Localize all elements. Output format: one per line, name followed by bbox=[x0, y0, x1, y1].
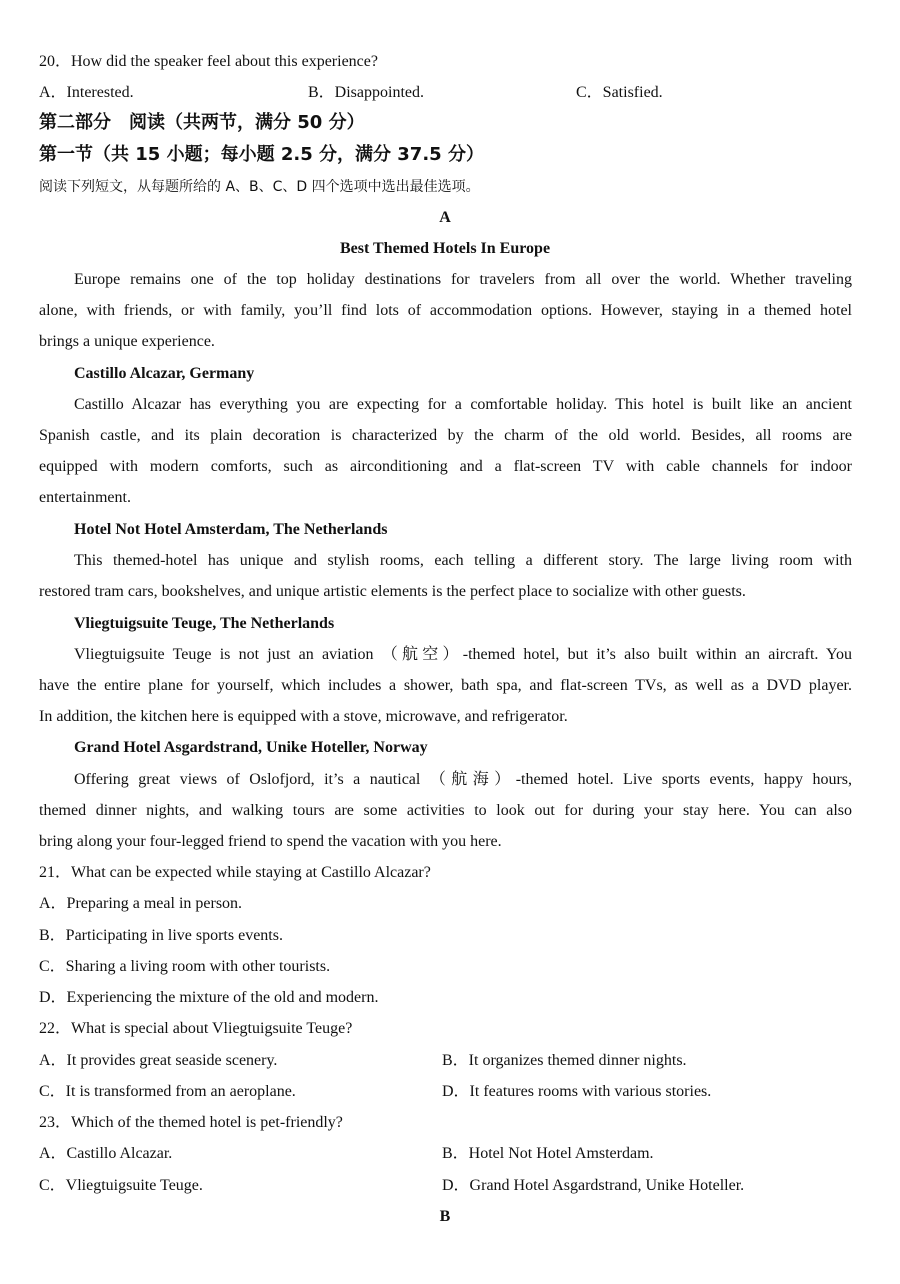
hotel-text: In addition, the kitchen here is equipped with a stove, microwave, and refrigerator. bbox=[39, 708, 568, 725]
q23-option-c: C．Vliegtuigsuite Teuge. bbox=[39, 1177, 203, 1194]
hotel-text: entertainment. bbox=[39, 489, 131, 506]
q20-option-a: A．Interested. bbox=[39, 84, 134, 101]
q22-option-d: D．It features rooms with various stories. bbox=[442, 1083, 712, 1100]
q21-option-c: C．Sharing a living room with other tourists. bbox=[39, 958, 331, 975]
hotel-heading: Grand Hotel Asgardstrand, Unike Hoteller, Norway bbox=[74, 739, 428, 756]
hotel-text: restored tram cars, bookshelves, and unique artistic elements is the perfect place to socialize with other guests. bbox=[39, 583, 746, 600]
q22-option-c: C．It is transformed from an aeroplane. bbox=[39, 1083, 296, 1100]
hotel-text: Vliegtuigsuite Teuge is not just an aviation （航空）-themed hotel, but it’s also built within an aircraft. You bbox=[74, 646, 852, 663]
q23-option-b: B．Hotel Not Hotel Amsterdam. bbox=[442, 1145, 654, 1162]
hotel-heading: Vliegtuigsuite Teuge, The Netherlands bbox=[74, 615, 335, 632]
question-22: 22．What is special about Vliegtuigsuite Teuge? bbox=[39, 1020, 353, 1037]
q22-option-b: B．It organizes themed dinner nights. bbox=[442, 1052, 687, 1069]
q21-option-a: A．Preparing a meal in person. bbox=[39, 895, 243, 912]
q20-option-b: B．Disappointed. bbox=[308, 84, 424, 101]
hotel-text: Castillo Alcazar has everything you are expecting for a comfortable holiday. This hotel is built like an ancient bbox=[74, 396, 852, 413]
hotel-heading: Hotel Not Hotel Amsterdam, The Netherlands bbox=[74, 521, 388, 538]
intro-line: alone, with friends, or with family, you’ll find lots of accommodation options. However, staying in a themed hotel bbox=[39, 302, 852, 319]
passage-title: Best Themed Hotels In Europe bbox=[339, 240, 551, 257]
hotel-text: bring along your four-legged friend to spend the vacation with you here. bbox=[39, 833, 502, 850]
q20-option-c: C．Satisfied. bbox=[576, 84, 663, 101]
intro-line: brings a unique experience. bbox=[39, 333, 215, 350]
passage-letter: A bbox=[439, 209, 451, 226]
hotel-text: equipped with modern comforts, such as airconditioning and a flat-screen TV with cable channels for indoor bbox=[39, 458, 852, 475]
question-20: 20．How did the speaker feel about this experience? bbox=[39, 53, 378, 70]
intro-line: Europe remains one of the top holiday destinations for travelers from all over the world. Whether traveling bbox=[74, 271, 852, 288]
hotel-text: This themed-hotel has unique and stylish rooms, each telling a different story. The large living room with bbox=[74, 552, 852, 569]
hotel-heading: Castillo Alcazar, Germany bbox=[74, 365, 255, 382]
q21-option-d: D．Experiencing the mixture of the old and modern. bbox=[39, 989, 379, 1006]
hotel-text: Offering great views of Oslofjord, it’s a nautical （航海）-themed hotel. Live sports events, happy hours, bbox=[74, 771, 852, 788]
hotel-text: themed dinner nights, and walking tours are some activities to look out for during your stay here. You can also bbox=[39, 802, 852, 819]
instructions: 阅读下列短文，从每题所给的 A、B、C、D 四个选项中选出最佳选项。 bbox=[39, 179, 480, 195]
hotel-text: have the entire plane for yourself, which includes a shower, bath spa, and flat-screen TVs, as well as a DVD player. bbox=[39, 677, 852, 694]
part-title: 第二部分 阅读（共两节，满分 50 分） bbox=[39, 112, 365, 133]
next-passage-letter: B bbox=[439, 1208, 451, 1225]
q23-option-d: D．Grand Hotel Asgardstrand, Unike Hoteller. bbox=[442, 1177, 745, 1194]
section-subtitle: 第一节（共 15 小题；每小题 2.5 分，满分 37.5 分） bbox=[39, 144, 484, 165]
question-23: 23．Which of the themed hotel is pet-friendly? bbox=[39, 1114, 343, 1131]
hotel-text: Spanish castle, and its plain decoration is characterized by the charm of the old world. Besides, all rooms are bbox=[39, 427, 852, 444]
q21-option-b: B．Participating in live sports events. bbox=[39, 927, 283, 944]
q23-option-a: A．Castillo Alcazar. bbox=[39, 1145, 173, 1162]
q22-option-a: A．It provides great seaside scenery. bbox=[39, 1052, 278, 1069]
question-21: 21．What can be expected while staying at Castillo Alcazar? bbox=[39, 864, 431, 881]
